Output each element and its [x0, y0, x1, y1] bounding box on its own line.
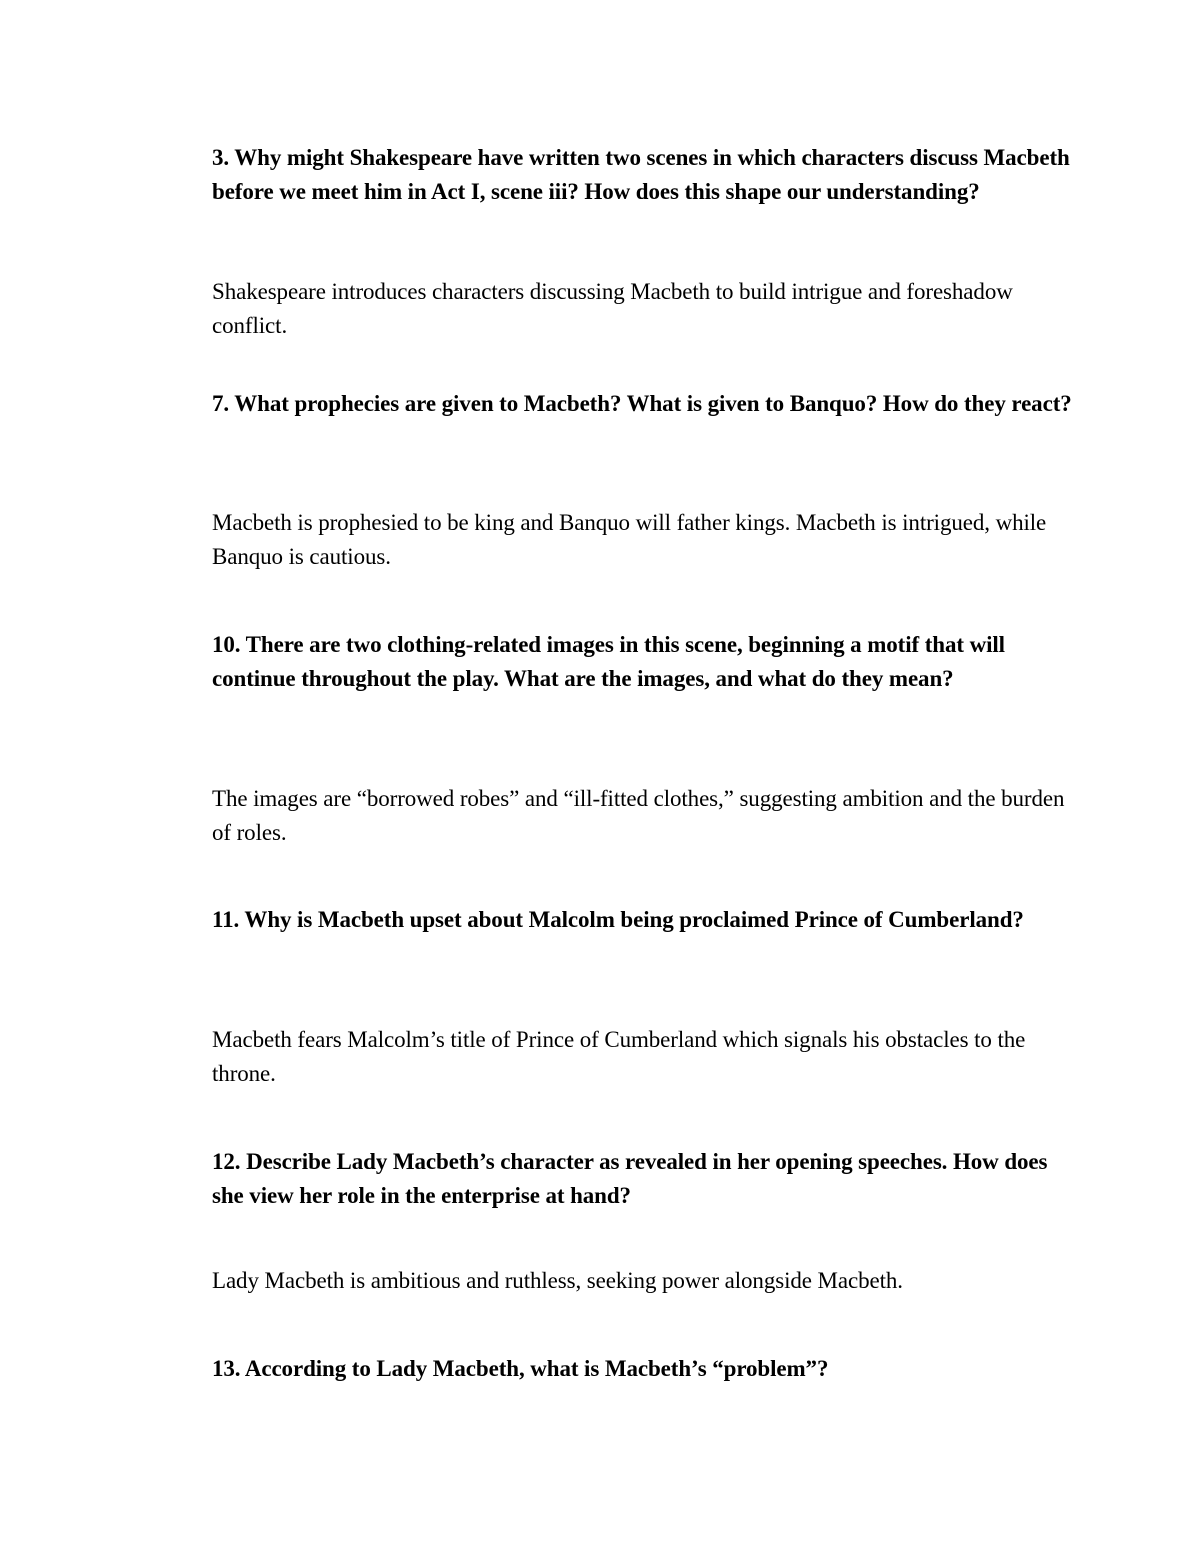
answer-3: Shakespeare introduces characters discussing Macbeth to build intrigue and foreshadow conflict. — [212, 279, 1013, 338]
question-11: 11. Why is Macbeth upset about Malcolm being proclaimed Prince of Cumberland? — [212, 907, 1024, 932]
question-3: 3. Why might Shakespeare have written two scenes in which characters discuss Macbeth before we meet him in Act I, scene iii? How does this shape our understanding? — [212, 145, 1070, 204]
answer-7: Macbeth is prophesied to be king and Banquo will father kings. Macbeth is intrigued, while Banquo is cautious. — [212, 510, 1047, 569]
question-10: 10. There are two clothing-related images in this scene, beginning a motif that will continue throughout the play. What are the images, and what do they mean? — [212, 632, 1005, 691]
question-13: 13. According to Lady Macbeth, what is Macbeth’s “problem”? — [212, 1356, 829, 1381]
question-7: 7. What prophecies are given to Macbeth? What is given to Banquo? How do they react? — [212, 391, 1072, 416]
question-12: 12. Describe Lady Macbeth’s character as revealed in her opening speeches. How does she view her role in the enterprise at hand? — [212, 1149, 1048, 1208]
answer-12: Lady Macbeth is ambitious and ruthless, seeking power alongside Macbeth. — [212, 1268, 903, 1293]
answer-10: The images are “borrowed robes” and “ill-fitted clothes,” suggesting ambition and the burden of roles. — [212, 786, 1065, 845]
answer-11: Macbeth fears Malcolm’s title of Prince of Cumberland which signals his obstacles to the throne. — [212, 1027, 1026, 1086]
